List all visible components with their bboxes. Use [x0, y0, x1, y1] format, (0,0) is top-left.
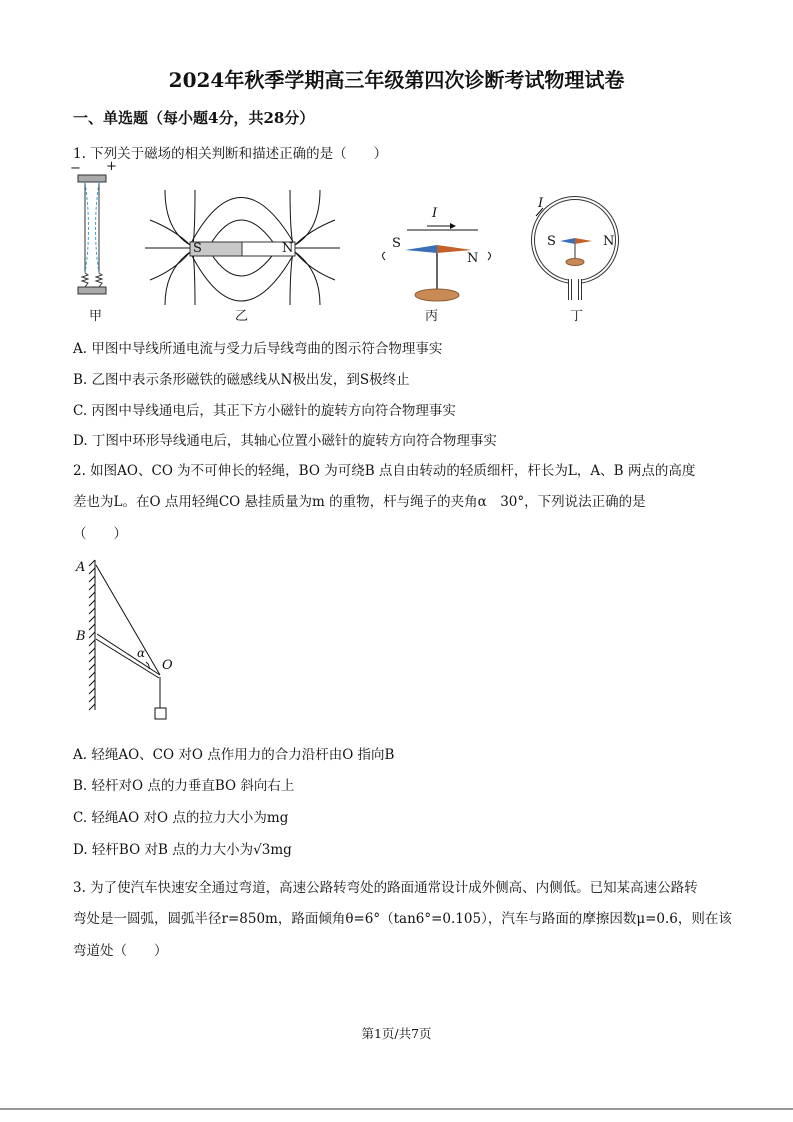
angle-alpha-label: α [137, 646, 146, 660]
question-1-option-b[interactable]: B. 乙图中表示条形磁铁的磁感线从N极出发，到S极终止 [73, 372, 410, 388]
question-2-option-a[interactable]: A. 轻绳AO、CO 对O 点作用力的合力沿杆由O 指向B [73, 747, 395, 763]
point-b-label: B [76, 629, 86, 644]
figure-bing-current: I [432, 206, 438, 221]
figure-yi-label: 乙 [235, 309, 249, 324]
magnet-s-pole: S [193, 241, 202, 256]
figure-jia-plus: + [106, 159, 117, 174]
figure-ding-current: I [538, 196, 544, 211]
figure-jia-label: 甲 [89, 309, 103, 324]
figure-jia-minus: − [70, 161, 81, 176]
figure-ding-ring [530, 195, 620, 305]
question-2-option-b[interactable]: B. 轻杆对O 点的力垂直BO 斜向右上 [73, 778, 295, 794]
question-2-rod-rope-figure [80, 560, 180, 720]
question-3-stem-line-1: 3. 为了使汽车快速安全通过弯道，高速公路转弯处的路面通常设计成外侧高、内侧低。已知某高速公路转 [73, 880, 698, 896]
figure-bing-compass [370, 220, 500, 305]
question-3-stem-line-2: 弯处是一圆弧，圆弧半径r=850m，路面倾角θ=6°（tan6°=0.105），汽车与路面的摩擦因数μ=0.6，则在该 [73, 911, 732, 927]
page-bottom-divider [0, 1108, 793, 1110]
page-number: 第1页/共7页 [361, 1026, 432, 1041]
question-2-option-c[interactable]: C. 轻绳AO 对O 点的拉力大小为mg [73, 810, 289, 826]
figure-bing-s: S [392, 236, 401, 251]
question-1-option-c[interactable]: C. 丙图中导线通电后，其正下方小磁针的旋转方向符合物理事实 [73, 403, 456, 419]
page-title: 2024年秋季学期高三年级第四次诊断考试物理试卷 [168, 68, 625, 92]
point-a-label: A [76, 560, 86, 575]
question-1-option-d[interactable]: D. 丁图中环形导线通电后，其轴心位置小磁针的旋转方向符合物理事实 [73, 433, 497, 449]
question-2-stem-line-3: （ ） [73, 526, 127, 542]
figure-jia-wires [70, 165, 120, 305]
question-1-stem: 1. 下列关于磁场的相关判断和描述正确的是（ ） [73, 146, 388, 162]
figure-ding-n: N [603, 234, 615, 249]
magnet-n-pole: N [282, 241, 294, 256]
question-2-stem-line-1: 2. 如图AO、CO 为不可伸长的轻绳，BO 为可绕B 点自由转动的轻质细杆，杆长为L，A、B 两点的高度 [73, 463, 696, 479]
question-3-stem-line-3: 弯道处（ ） [73, 943, 168, 959]
point-o-label: O [162, 658, 173, 673]
question-1-option-a[interactable]: A. 甲图中导线所通电流与受力后导线弯曲的图示符合物理事实 [73, 341, 443, 357]
section-heading: 一、单选题（每小题4分，共28分） [73, 109, 315, 127]
figure-bing-label: 丙 [425, 309, 439, 324]
figure-ding-s: S [547, 234, 556, 249]
figure-bing-n: N [467, 251, 479, 266]
question-2-option-d[interactable]: D. 轻杆BO 对B 点的力大小为√3mg [73, 842, 292, 858]
question-2-stem-line-2: 差也为L。在O 点用轻绳CO 悬挂质量为m 的重物，杆与绳子的夹角α 30°，下列说法正确的是 [73, 494, 646, 510]
figure-ding-label: 丁 [570, 309, 584, 324]
figure-yi-bar-magnet [145, 190, 335, 305]
